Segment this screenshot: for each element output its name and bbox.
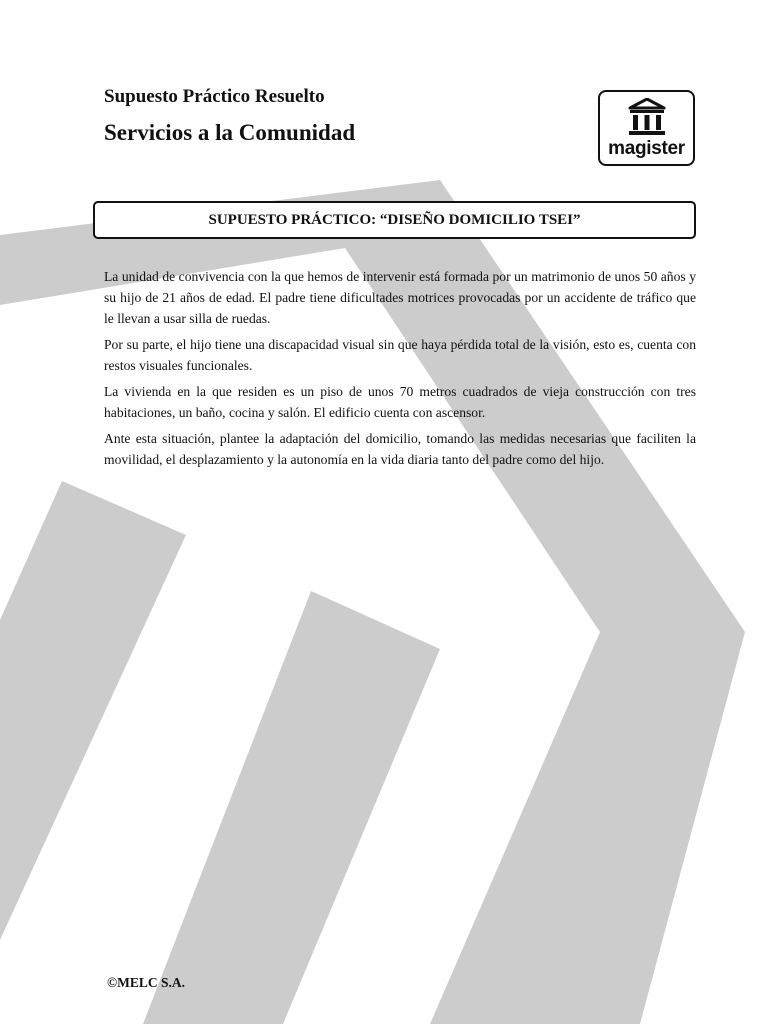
paragraph: Por su parte, el hijo tiene una discapacidad visual sin que haya pérdida total de la visión, esto es, cuenta con restos visuales funcionales. [104, 336, 696, 373]
paragraph: La unidad de convivencia con la que hemos de intervenir está formada por un matrimonio de unos 50 años y su hijo de 21 años de edad. El padre tiene dificultades motrices provocadas por un accidente de tráfico que le llevan a usar silla de ruedas. [104, 269, 696, 326]
watermark-pillar-left [0, 481, 186, 940]
magister-logo [598, 90, 695, 166]
paragraph: Ante esta situación, plantee la adaptación del domicilio, tomando las medidas necesarias que faciliten la movilidad, el desplazamiento y la autonomía en la vida diaria tanto del padre como del hijo. [104, 431, 696, 467]
logo-text: magister [608, 138, 685, 159]
document-subtitle: Supuesto Práctico Resuelto [104, 86, 325, 107]
section-title: SUPUESTO PRÁCTICO: “DISEÑO DOMICILIO TSEI” [208, 211, 581, 228]
document-body [104, 267, 696, 476]
copyright-footer: ©MELC S.A. [107, 975, 185, 990]
watermark-pillar-center [143, 591, 440, 1024]
paragraph: La vivienda en la que residen es un piso de unos 70 metros cuadrados de vieja construcción con tres habitaciones, un baño, cocina y salón. El edificio cuenta con ascensor. [104, 383, 696, 420]
section-title-box [93, 201, 696, 239]
building-icon [627, 98, 667, 136]
document-title: Servicios a la Comunidad [104, 120, 356, 145]
